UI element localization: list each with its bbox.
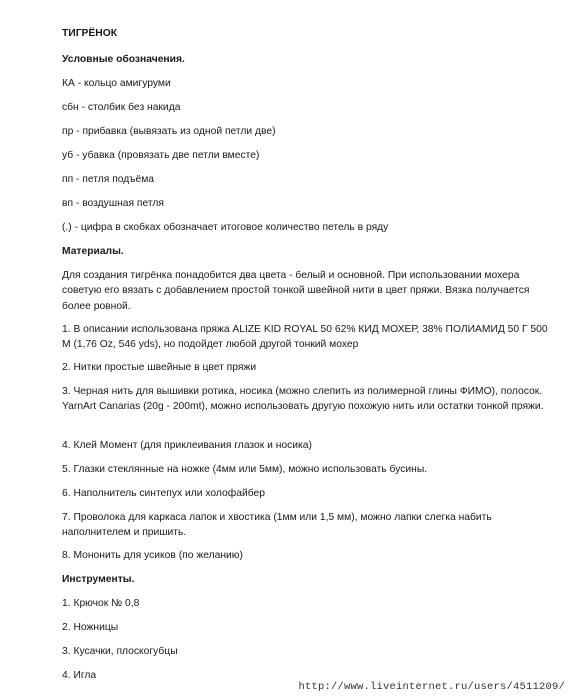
material-item: 5. Глазки стеклянные на ножке (4мм или 5мм), можно использовать бусины.	[62, 464, 428, 475]
material-item: 3. Черная нить для вышивки ротика, носика (можно слепить из полимерной глины ФИМО), полосок. YarnArt Canarias (20g - 200mt), можно использовать другую похожую нить или остатки тонкой пряжи.	[62, 386, 544, 413]
materials-intro: Для создания тигрёнка понадобится два цвета - белый и основной. При использовании мохера советую его вязать с добавлением простой тонкой швейной нити в цвет пряжи. Вязка получается более ровной.	[62, 270, 530, 312]
tools-heading: Инструменты.	[62, 574, 135, 585]
document-title: ТИГРЁНОК	[62, 28, 118, 39]
legend-item: (.) - цифра в скобках обозначает итоговое количество петель в ряду	[62, 222, 389, 233]
tool-item: 3. Кусачки, плоскогубцы	[62, 646, 178, 657]
source-watermark: http://www.liveinternet.ru/users/4511209/	[298, 681, 565, 694]
material-item: 8. Мононить для усиков (по желанию)	[62, 550, 243, 561]
material-item: 6. Наполнитель синтепух или холофайбер	[62, 488, 265, 499]
legend-item: КА - кольцо амигуруми	[62, 78, 171, 89]
legend-heading: Условные обозначения.	[62, 54, 185, 65]
material-item: 2. Нитки простые швейные в цвет пряжи	[62, 362, 257, 373]
legend-item: пр - прибавка (вывязать из одной петли две)	[62, 126, 276, 137]
material-item: 4. Клей Момент (для приклеивания глазок и носика)	[62, 440, 312, 451]
legend-item: пп - петля подъёма	[62, 174, 155, 185]
tool-item: 2. Ножницы	[62, 622, 119, 633]
material-item: 7. Проволока для каркаса лапок и хвостика (1мм или 1,5 мм), можно лапки слегка набить наполнителем и пришить.	[62, 512, 492, 539]
tool-item: 1. Крючок № 0,8	[62, 598, 140, 609]
legend-item: уб - убавка (провязать две петли вместе)	[62, 150, 260, 161]
material-item: 1. В описании использована пряжа ALIZE KID ROYAL 50 62% КИД МОХЕР, 38% ПОЛИАМИД 50 Г 500 М (1,76 Oz, 546 yds), но подойдет любой другой тонкий мохер	[62, 324, 548, 351]
legend-item: сбн - столбик без накида	[62, 102, 181, 113]
tool-item: 4. Игла	[62, 670, 97, 681]
legend-item: вп - воздушная петля	[62, 198, 164, 209]
materials-heading: Материалы.	[62, 246, 124, 257]
